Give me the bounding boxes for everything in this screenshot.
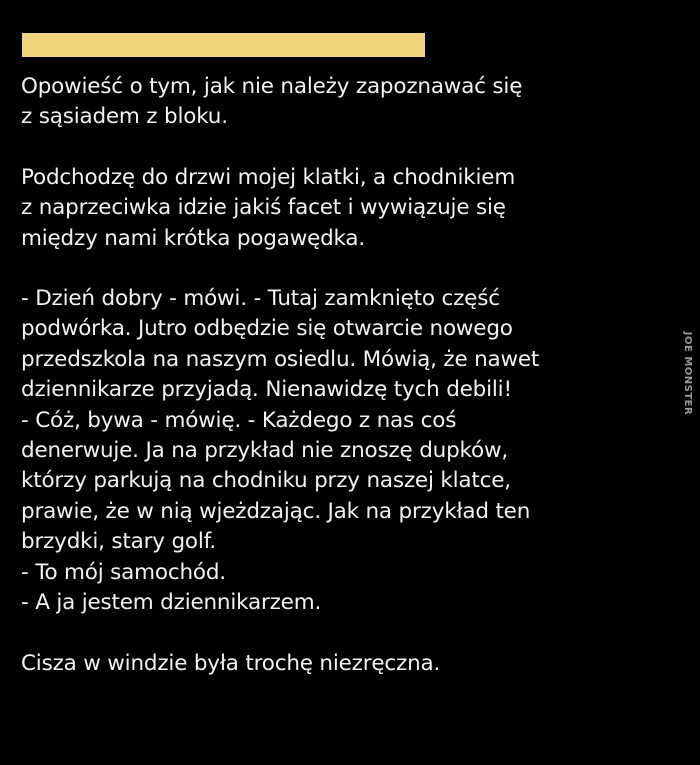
story-line: Opowieść o tym, jak nie należy zapoznawać się: [21, 74, 523, 99]
story-text: [21, 72, 661, 679]
story-line: - A ja jestem dziennikarzem.: [21, 590, 322, 616]
story-line: którzy parkują na chodniku przy naszej klatce,: [21, 468, 511, 494]
story-line: podwórka. Jutro odbędzie się otwarcie nowego: [21, 316, 513, 342]
story-line: z sąsiadem z bloku.: [21, 104, 228, 130]
story-line: z naprzeciwka idzie jakiś facet i wywiązuje się: [21, 195, 506, 221]
story-line: Podchodzę do drzwi mojej klatki, a chodnikiem: [21, 164, 516, 190]
story-line: prawie, że w nią wjeżdzając. Jak na przykład ten: [21, 498, 531, 524]
story-line: brzydki, stary golf.: [21, 529, 217, 555]
watermark-text: JOE MONSTER: [682, 331, 694, 415]
story-line: dziennikarze przyjadą. Nienawidzę tych debili!: [21, 377, 512, 403]
story-line: między nami krótka pogawędka.: [21, 225, 366, 251]
story-line: przedszkola na naszym osiedlu. Mówią, że nawet: [21, 346, 540, 372]
story-line: denerwuje. Ja na przykład nie znoszę dupków,: [21, 438, 509, 464]
story-line: Cisza w windzie była trochę niezręczna.: [21, 650, 441, 676]
title-highlight-bar: [22, 33, 425, 57]
story-line: - To mój samochód.: [21, 559, 226, 585]
story-line: - Dzień dobry - mówi. - Tutaj zamknięto część: [21, 286, 500, 312]
watermark-logo: [676, 318, 700, 428]
story-line: - Cóż, bywa - mówię. - Każdego z nas coś: [21, 407, 457, 433]
